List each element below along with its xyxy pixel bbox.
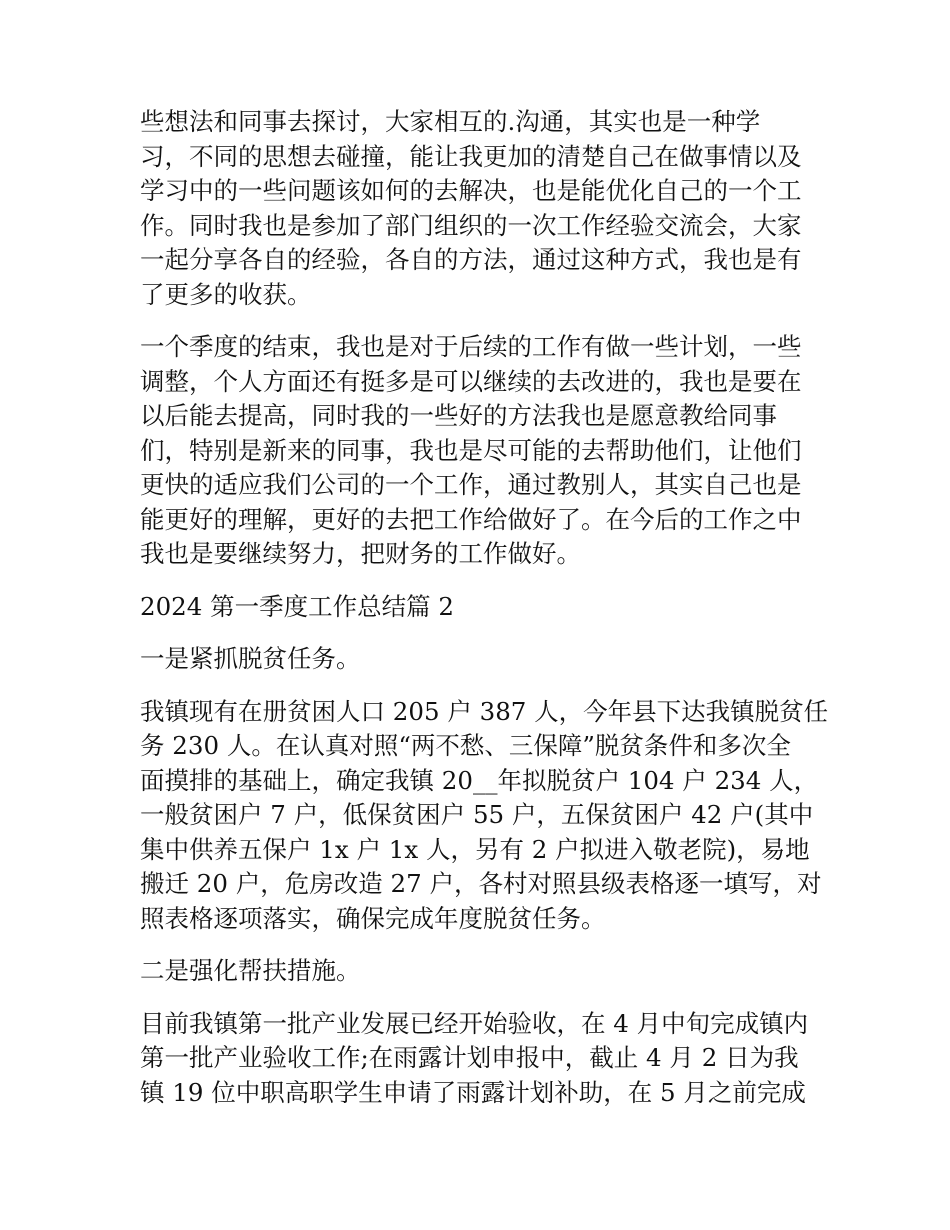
text-line: 作。同时我也是参加了部门组织的一次工作经验交流会，大家 xyxy=(140,210,802,240)
text-line: 第一批产业验收工作;在雨露计划申报中，截止 4 月 2 日为我 xyxy=(140,1043,799,1072)
text-line: 二是强化帮扶措施。 xyxy=(140,956,361,985)
document-body xyxy=(140,105,829,1128)
text-line: 集中供养五保户 1x 户 1x 人，另有 2 户拟进入敬老院)，易地 xyxy=(140,834,810,864)
text-line: 以后能去提高，同时我的一些好的方法我也是愿意教给同事 xyxy=(140,401,777,430)
text-line: 一起分享各自的经验，各自的方法，通过这种方式，我也是有 xyxy=(140,245,802,274)
text-line: 2024 第一季度工作总结篇 2 xyxy=(140,591,455,621)
paragraph xyxy=(140,1007,812,1111)
text-line: 了更多的收获。 xyxy=(140,279,312,309)
text-line: 一般贫困户 7 户，低保贫困户 55 户，五保贫困户 42 户(其中 xyxy=(140,800,814,829)
text-line: 镇 19 位中职高职学生申请了雨露计划补助，在 5 月之前完成 xyxy=(140,1077,806,1107)
text-line: 搬迁 20 户，危房改造 27 户，各村对照县级表格逐一填写，对 xyxy=(140,869,822,898)
subsection-heading xyxy=(140,642,812,677)
text-line: 习，不同的思想去碰撞，能让我更加的清楚自己在做事情以及 xyxy=(140,141,802,171)
text-line: 目前我镇第一批产业发展已经开始验收，在 4 月中旬完成镇内 xyxy=(140,1008,809,1038)
text-line: 面摸排的基础上，确定我镇 20__年拟脱贫户 104 户 234 人， xyxy=(140,765,819,795)
text-line: 我镇现有在册贫困人口 205 户 387 人，今年县下达我镇脱贫任 xyxy=(140,696,829,726)
paragraph xyxy=(140,695,829,937)
text-line: 些想法和同事去探讨，大家相互的.沟通，其实也是一种学 xyxy=(140,107,761,136)
text-line: 学习中的一些问题该如何的去解决，也是能优化自己的一个工 xyxy=(140,176,802,205)
text-line: 一个季度的结束，我也是对于后续的工作有做一些计划，一些 xyxy=(140,332,802,361)
text-line: 们，特别是新来的同事，我也是尽可能的去帮助他们，让他们 xyxy=(140,435,802,465)
text-line: 务 230 人。在认真对照“两不愁、三保障”脱贫条件和多次全 xyxy=(140,731,791,760)
paragraph xyxy=(140,105,812,312)
subsection-heading xyxy=(140,954,812,989)
text-line: 一是紧抓脱贫任务。 xyxy=(140,644,361,673)
text-line: 照表格逐项落实，确保完成年度脱贫任务。 xyxy=(140,903,606,933)
text-line: 调整，个人方面还有挺多是可以继续的去改进的，我也是要在 xyxy=(140,366,802,396)
section-title xyxy=(140,590,812,625)
paragraph xyxy=(140,330,812,572)
text-line: 能更好的理解，更好的去把工作给做好了。在今后的工作之中 xyxy=(140,504,802,534)
text-line: 我也是要继续努力，把财务的工作做好。 xyxy=(140,539,581,568)
text-line: 更快的适应我们公司的一个工作，通过教别人，其实自己也是 xyxy=(140,470,802,499)
